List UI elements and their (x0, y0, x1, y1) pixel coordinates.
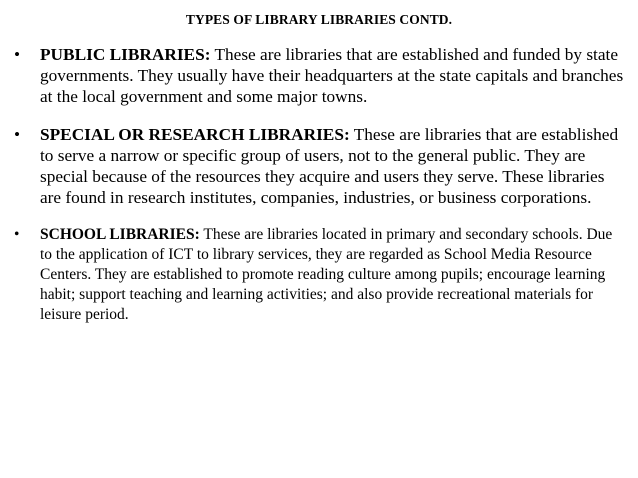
slide-title: TYPES OF LIBRARY LIBRARIES CONTD. (185, 12, 453, 27)
list-item-public-libraries (14, 44, 626, 107)
bullet-icon: • (14, 125, 21, 144)
item-label: SCHOOL LIBRARIES: (40, 226, 200, 243)
bullet-icon: • (14, 45, 21, 64)
item-text: These are libraries located in primary and secondary schools. Due to the application of ICT to library services, they are regarded as School Media Resource Centers. They are established to promote reading culture among pupils; encourage learning habit; support teaching and learning activities; and also provide recreational materials for leisure period. (40, 226, 613, 323)
list-item-school-libraries (14, 225, 626, 325)
bullet-list (14, 44, 626, 342)
item-text: These are libraries that are established and funded by state governments. They usually have their headquarters at the state capitals and branches at the local government and some major towns. (40, 45, 624, 106)
item-label: PUBLIC LIBRARIES: (40, 45, 211, 64)
list-item-special-research-libraries (14, 124, 626, 208)
item-label: SPECIAL OR RESEARCH LIBRARIES: (40, 125, 350, 144)
bullet-icon: • (14, 226, 20, 243)
item-text: These are libraries that are established to serve a narrow or specific group of users, not to the general public. They are special because of the resources they acquire and users they serve. These libraries are found in research institutes, companies, industries, or business corporations. (40, 125, 619, 207)
